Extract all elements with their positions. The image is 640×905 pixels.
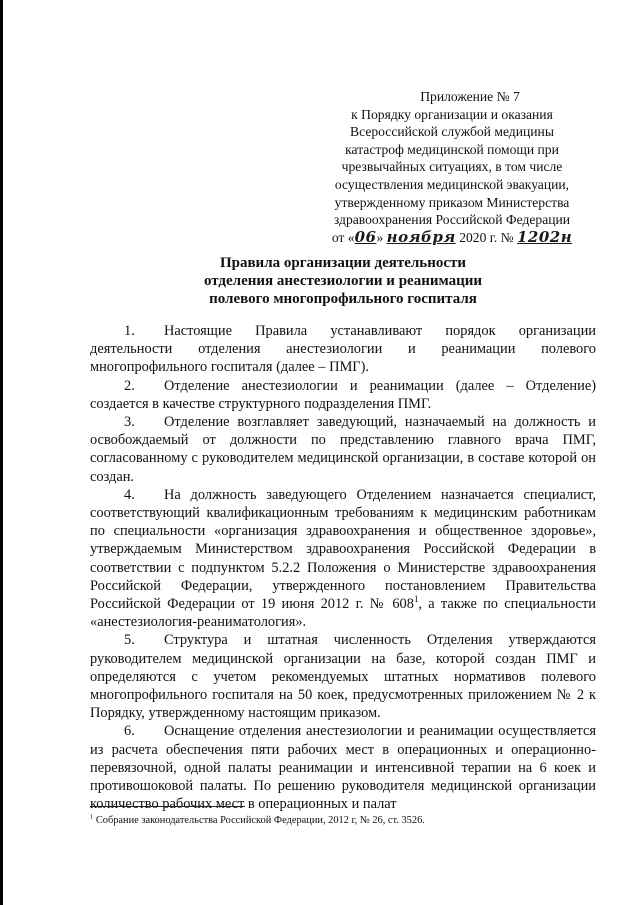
document-title	[90, 254, 596, 309]
paragraph-2	[90, 377, 596, 413]
title-line: полевого многопрофильного госпиталя	[209, 291, 477, 308]
scan-edge	[0, 0, 3, 905]
paragraph-6	[90, 722, 596, 813]
handwritten-month: ноября	[386, 227, 456, 246]
annex-line: катастроф медицинской помощи при	[345, 141, 559, 157]
paragraph-text: Отделение возглавляет заведующий, назначаемый на должность и освобождаемый от должности по представлению главного врача ПМГ, согласованному с руководителем медицинской организации, в составе которой он создан.	[90, 414, 596, 485]
document-body	[90, 322, 596, 813]
title-line: отделения анестезиологии и реанимации	[203, 273, 483, 290]
order-year: 2020 г. №	[455, 229, 517, 245]
annex-line: утвержденному приказом Министерства	[334, 194, 570, 210]
order-date-line	[318, 229, 586, 247]
order-mid: »	[376, 229, 387, 245]
order-prefix: от «	[331, 229, 355, 245]
paragraph-4	[90, 486, 596, 632]
paragraph-number: 3.	[124, 414, 135, 431]
paragraph-number: 5.	[124, 632, 135, 649]
paragraph-3	[90, 413, 596, 486]
annex-header	[318, 88, 586, 246]
footnote-mark: 1	[90, 813, 94, 821]
annex-line: здравоохранения Российской Федерации	[333, 212, 571, 228]
paragraph-text: Оснащение отделения анестезиологии и реанимации осуществляется из расчета обеспечения пяти рабочих мест в операционных и операционно-перевязочной, одной палаты реанимации и интенсивной терапии на 6 коек и противошоковой палаты. По решению руководителя медицинской организации количество рабочих мест в операционных и палат	[90, 723, 596, 813]
paragraph-text: Отделение анестезиологии и реанимации (далее – Отделение) создается в качестве структурного подразделения ПМГ.	[90, 377, 596, 412]
footnote-text: Собрание законодательства Российской Федерации, 2012 г, № 26, ст. 3526.	[93, 815, 425, 826]
annex-number: Приложение № 7	[420, 89, 520, 104]
paragraph-5	[90, 631, 596, 722]
paragraph-number: 4.	[124, 486, 135, 503]
footnote-divider	[90, 806, 245, 807]
footnote-reference: 1	[413, 594, 419, 605]
annex-line: осуществления медицинской эвакуации,	[334, 176, 570, 192]
paragraph-1	[90, 322, 596, 377]
paragraph-text: На должность заведующего Отделением назначается специалист, соответствующий квалификационным требованиям к медицинским работникам по специальности «организация здравоохранения и общественное здоровье», утверждаемым Министерством здравоохранения Российской Федерации в соответствии с подпунктом 5.2.2 Положения о Министерстве здравоохранения Российской Федерации, утвержденного постановлением Правительства Российской Федерации от 19 июня 2012 г. № 608	[90, 486, 596, 613]
footnote	[90, 814, 596, 827]
annex-line: к Порядку организации и оказания	[351, 106, 553, 122]
paragraph-text: Структура и штатная численность Отделения утверждаются руководителем медицинской организации на базе, которой создан ПМГ и определяются с учетом рекомендуемых штатных нормативов полевого многопрофильного госпиталя на 50 коек, предусмотренных приложением № 2 к Порядку, утвержденному настоящим приказом.	[90, 632, 596, 722]
paragraph-number: 1.	[124, 323, 135, 339]
annex-line: Всероссийской службой медицины	[350, 124, 554, 140]
handwritten-day: 06	[354, 227, 377, 246]
paragraph-number: 2.	[124, 377, 135, 394]
paragraph-text: Настоящие Правила устанавливают порядок организации деятельности отделения анестезиологии и реанимации полевого многопрофильного госпиталя (далее – ПМГ).	[90, 323, 596, 376]
paragraph-number: 6.	[124, 723, 135, 740]
annex-line: чрезвычайных ситуациях, в том числе	[341, 159, 563, 175]
handwritten-order-number: 1202н	[517, 227, 573, 246]
title-line: Правила организации деятельности	[219, 255, 467, 271]
paragraph-text-continued: , а также по специальности «анестезиология-реаниматология».	[90, 596, 597, 631]
